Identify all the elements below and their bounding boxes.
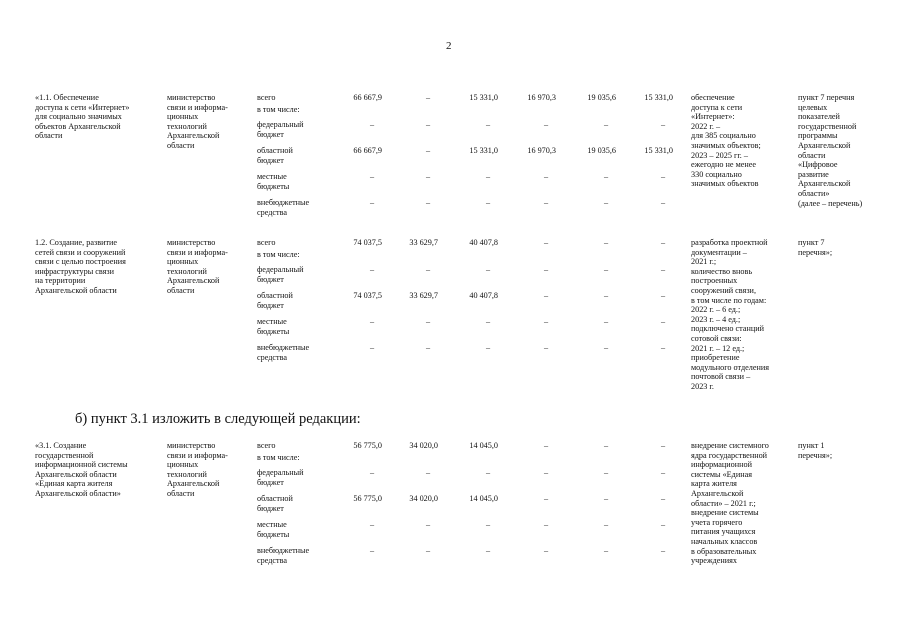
funding-value-cell: 16 970,3 — [527, 93, 556, 102]
reference-line: перечня»; — [798, 450, 833, 460]
result-line: 2022 г. – 6 ед.; — [691, 305, 741, 315]
funding-value-cell: 74 037,5 — [353, 291, 382, 300]
executor-line: технологий — [167, 266, 207, 276]
activity-title-line: сетей связи и сооружений — [35, 247, 126, 257]
funding-value-cell: – — [369, 172, 375, 181]
funding-value-cell: – — [543, 120, 549, 129]
reference-line: программы — [798, 131, 838, 141]
funding-value-cell: 56 775,0 — [353, 441, 382, 450]
result-line: количество вновь — [691, 266, 753, 276]
activity-title-line: Архангельской области — [35, 469, 117, 479]
funding-value-cell: – — [369, 468, 375, 477]
funding-source-label: местные — [257, 317, 287, 326]
executor-line: технологий — [167, 469, 207, 479]
executor-line: министерство — [167, 238, 216, 247]
funding-value-cell: – — [485, 265, 491, 274]
funding-source-label: средства — [257, 555, 288, 565]
funding-source-label: областной — [257, 494, 293, 503]
funding-value-cell: 15 331,0 — [644, 146, 673, 155]
executor-line: связи и информа- — [167, 102, 228, 112]
executor-line: области — [167, 286, 195, 295]
funding-value-cell: 66 667,9 — [353, 93, 382, 102]
result-line: значимых объектов — [691, 179, 759, 189]
reference-line: Архангельской — [798, 179, 851, 189]
result-line: ежегодно не менее — [691, 160, 757, 170]
funding-value-cell: – — [369, 265, 375, 274]
funding-value-cell: 66 667,9 — [353, 146, 382, 155]
result-line: питания учащихся — [691, 527, 756, 537]
funding-source-label: федеральный — [257, 468, 304, 477]
activity-title-line: Архангельской области» — [35, 489, 121, 498]
executor-line: области — [167, 141, 195, 150]
funding-value-cell: – — [603, 441, 609, 450]
result-line: в образовательных — [691, 546, 757, 556]
funding-value-cell: – — [425, 93, 431, 102]
activity-title-line: информационной системы — [35, 460, 128, 470]
funding-value-cell: – — [425, 546, 431, 555]
result-line: внедрение системы — [691, 508, 759, 518]
funding-source-label: бюджет — [257, 274, 284, 284]
funding-source-label: внебюджетные — [257, 343, 310, 352]
funding-source-label: бюджеты — [257, 326, 290, 336]
funding-value-cell: – — [543, 198, 549, 207]
funding-source-label: средства — [257, 352, 288, 362]
funding-source-label: бюджет — [257, 129, 284, 139]
result-line: сооружений связи, — [691, 286, 756, 295]
result-line: информационной — [691, 460, 752, 470]
activity-title-line: «3.1. Создание — [35, 441, 87, 450]
activity-title-line: «1.1. Обеспечение — [35, 93, 99, 102]
result-line: начальных классов — [691, 537, 758, 546]
funding-value-cell: – — [543, 238, 549, 247]
funding-source-label: бюджеты — [257, 529, 290, 539]
funding-value-cell: – — [660, 172, 666, 181]
result-line: для 385 социально — [691, 131, 756, 141]
funding-value-cell: – — [369, 343, 375, 352]
reference-line: показателей — [798, 112, 840, 122]
funding-value-cell: – — [425, 343, 431, 352]
result-line: 2021 г. – 12 ед.; — [691, 343, 745, 353]
funding-value-cell: 16 970,3 — [527, 146, 556, 155]
reference-line: «Цифровое — [798, 160, 838, 170]
activity-title-line: для социально значимых — [35, 112, 122, 122]
funding-source-label: в том числе: — [257, 453, 300, 462]
funding-source-label: бюджет — [257, 155, 284, 165]
funding-value-cell: – — [543, 291, 549, 300]
page-number: 2 — [446, 40, 452, 52]
executor-line: связи и информа- — [167, 247, 228, 257]
funding-value-cell: – — [660, 520, 666, 529]
reference-line: пункт 1 — [798, 441, 825, 450]
funding-value-cell: – — [485, 546, 491, 555]
funding-source-label: бюджеты — [257, 181, 290, 191]
funding-value-cell: – — [660, 291, 666, 300]
funding-value-cell: 34 020,0 — [409, 441, 438, 450]
funding-value-cell: – — [543, 441, 549, 450]
result-line: 2023 г. – 4 ед.; — [691, 314, 741, 324]
result-line: построенных — [691, 276, 738, 286]
funding-value-cell: – — [543, 546, 549, 555]
reference-line: развитие — [798, 169, 829, 179]
funding-value-cell: – — [603, 120, 609, 129]
funding-value-cell: – — [660, 265, 666, 274]
funding-source-label: бюджет — [257, 503, 284, 513]
funding-value-cell: – — [485, 343, 491, 352]
funding-value-cell: – — [485, 172, 491, 181]
funding-source-label: средства — [257, 207, 288, 217]
executor-line: Архангельской — [167, 479, 220, 489]
result-line: модульного отделения — [691, 362, 770, 372]
activity-title-line: связи с целью построения — [35, 257, 126, 267]
funding-value-cell: 14 045,0 — [469, 494, 498, 503]
funding-value-cell: – — [369, 198, 375, 207]
reference-line: пункт 7 перечня — [798, 93, 855, 102]
funding-value-cell: 15 331,0 — [469, 146, 498, 155]
funding-source-label: внебюджетные — [257, 546, 310, 555]
result-line: сотовой связи: — [691, 334, 742, 343]
result-line: документации – — [691, 247, 747, 257]
reference-line: области» — [798, 189, 830, 198]
funding-source-label: бюджет — [257, 477, 284, 487]
reference-line: (далее – перечень) — [798, 198, 863, 208]
result-line: 2023 г. — [691, 382, 714, 391]
result-line: почтовой связи – — [691, 372, 751, 382]
funding-source-label: всего — [257, 238, 276, 247]
result-line: «Интернет»: — [691, 112, 735, 122]
funding-source-label: местные — [257, 520, 287, 529]
funding-value-cell: 74 037,5 — [353, 238, 382, 247]
funding-source-label: всего — [257, 93, 276, 102]
funding-source-label: областной — [257, 146, 293, 155]
funding-value-cell: – — [543, 172, 549, 181]
result-line: приобретение — [691, 353, 740, 363]
funding-value-cell: – — [369, 317, 375, 326]
funding-value-cell: – — [485, 520, 491, 529]
funding-value-cell: – — [660, 546, 666, 555]
result-line: 330 социально — [691, 169, 742, 179]
funding-source-label: местные — [257, 172, 287, 181]
funding-value-cell: – — [543, 265, 549, 274]
funding-value-cell: – — [660, 494, 666, 503]
funding-value-cell: – — [369, 120, 375, 129]
executor-line: министерство — [167, 441, 216, 450]
result-line: учета горячего — [691, 517, 743, 527]
funding-value-cell: – — [543, 317, 549, 326]
funding-value-cell: – — [369, 520, 375, 529]
funding-value-cell: – — [660, 343, 666, 352]
funding-value-cell: – — [485, 120, 491, 129]
funding-value-cell: 19 035,6 — [587, 146, 616, 155]
funding-source-label: в том числе: — [257, 250, 300, 259]
funding-value-cell: – — [603, 494, 609, 503]
funding-value-cell: – — [543, 494, 549, 503]
funding-value-cell: – — [425, 468, 431, 477]
executor-line: Архангельской — [167, 131, 220, 141]
funding-value-cell: 15 331,0 — [644, 93, 673, 102]
result-line: в том числе по годам: — [691, 295, 767, 305]
funding-value-cell: – — [369, 546, 375, 555]
section-heading: б) пункт 3.1 изложить в следующей редакции: — [75, 411, 361, 427]
funding-value-cell: – — [543, 343, 549, 352]
funding-value-cell: – — [603, 291, 609, 300]
funding-source-label: всего — [257, 441, 276, 450]
funding-value-cell: 33 629,7 — [409, 291, 438, 300]
funding-value-cell: – — [603, 343, 609, 352]
result-line: области» – 2021 г.; — [691, 498, 756, 508]
funding-source-label: федеральный — [257, 265, 304, 274]
funding-value-cell: – — [660, 120, 666, 129]
funding-source-label: федеральный — [257, 120, 304, 129]
reference-line: Архангельской — [798, 141, 851, 150]
result-line: 2023 – 2025 гг. – — [691, 150, 748, 160]
funding-value-cell: – — [485, 198, 491, 207]
funding-value-cell: – — [485, 468, 491, 477]
activity-title-line: инфраструктуры связи — [35, 266, 115, 276]
executor-line: технологий — [167, 121, 207, 131]
result-line: 2021 г.; — [691, 257, 717, 267]
funding-value-cell: – — [603, 172, 609, 181]
result-line: учреждениях — [691, 556, 738, 566]
executor-line: ционных — [167, 112, 199, 122]
executor-line: ционных — [167, 460, 199, 470]
executor-line: ционных — [167, 257, 199, 267]
funding-source-label: в том числе: — [257, 105, 300, 114]
funding-value-cell: – — [425, 317, 431, 326]
funding-value-cell: – — [425, 120, 431, 129]
funding-value-cell: – — [660, 198, 666, 207]
funding-source-label: бюджет — [257, 300, 284, 310]
funding-value-cell: – — [425, 198, 431, 207]
result-line: доступа к сети — [691, 102, 743, 112]
result-line: внедрение системного — [691, 441, 769, 450]
executor-line: связи и информа- — [167, 450, 228, 460]
result-line: разработка проектной — [691, 238, 768, 247]
funding-value-cell: – — [425, 172, 431, 181]
funding-value-cell: 14 045,0 — [469, 441, 498, 450]
reference-line: перечня»; — [798, 247, 833, 257]
funding-value-cell: 33 629,7 — [409, 238, 438, 247]
reference-line: государственной — [798, 121, 857, 131]
funding-value-cell: 56 775,0 — [353, 494, 382, 503]
activity-title-line: «Единая карта жителя — [35, 479, 113, 489]
activity-title-line: области — [35, 131, 63, 141]
funding-value-cell: – — [660, 238, 666, 247]
result-line: системы «Единая — [691, 469, 753, 479]
funding-value-cell: – — [485, 317, 491, 326]
executor-line: Архангельской — [167, 276, 220, 286]
reference-line: пункт 7 — [798, 238, 825, 247]
result-line: Архангельской — [691, 489, 744, 498]
result-line: значимых объектов; — [691, 141, 761, 150]
funding-value-cell: – — [425, 146, 431, 155]
funding-value-cell: – — [603, 317, 609, 326]
funding-value-cell: – — [660, 468, 666, 477]
activity-title-line: доступа к сети «Интернет» — [35, 102, 130, 112]
funding-value-cell: 40 407,8 — [469, 238, 498, 247]
funding-value-cell: 15 331,0 — [469, 93, 498, 102]
result-line: 2022 г. – — [691, 121, 721, 131]
activity-title-line: государственной — [35, 450, 94, 460]
executor-line: области — [167, 489, 195, 498]
funding-source-label: внебюджетные — [257, 198, 310, 207]
executor-line: министерство — [167, 93, 216, 102]
activity-title-line: на территории — [35, 276, 86, 286]
result-line: карта жителя — [691, 479, 737, 489]
result-line: обеспечение — [691, 93, 735, 102]
reference-line: области — [798, 150, 826, 160]
funding-value-cell: – — [425, 520, 431, 529]
funding-value-cell: 34 020,0 — [409, 494, 438, 503]
funding-value-cell: – — [603, 546, 609, 555]
activity-title-line: объектов Архангельской — [35, 121, 121, 131]
funding-value-cell: 19 035,6 — [587, 93, 616, 102]
funding-value-cell: – — [660, 441, 666, 450]
result-line: подключено станций — [691, 324, 765, 334]
funding-value-cell: – — [543, 520, 549, 529]
funding-value-cell: 40 407,8 — [469, 291, 498, 300]
reference-line: целевых — [798, 102, 828, 112]
activity-title-line: Архангельской области — [35, 286, 117, 295]
funding-source-label: областной — [257, 291, 293, 300]
funding-value-cell: – — [603, 198, 609, 207]
funding-value-cell: – — [603, 468, 609, 477]
funding-value-cell: – — [603, 238, 609, 247]
funding-value-cell: – — [425, 265, 431, 274]
funding-value-cell: – — [603, 265, 609, 274]
funding-value-cell: – — [543, 468, 549, 477]
result-line: ядра государственной — [691, 450, 768, 460]
funding-value-cell: – — [603, 520, 609, 529]
activity-title-line: 1.2. Создание, развитие — [35, 238, 118, 247]
funding-value-cell: – — [660, 317, 666, 326]
